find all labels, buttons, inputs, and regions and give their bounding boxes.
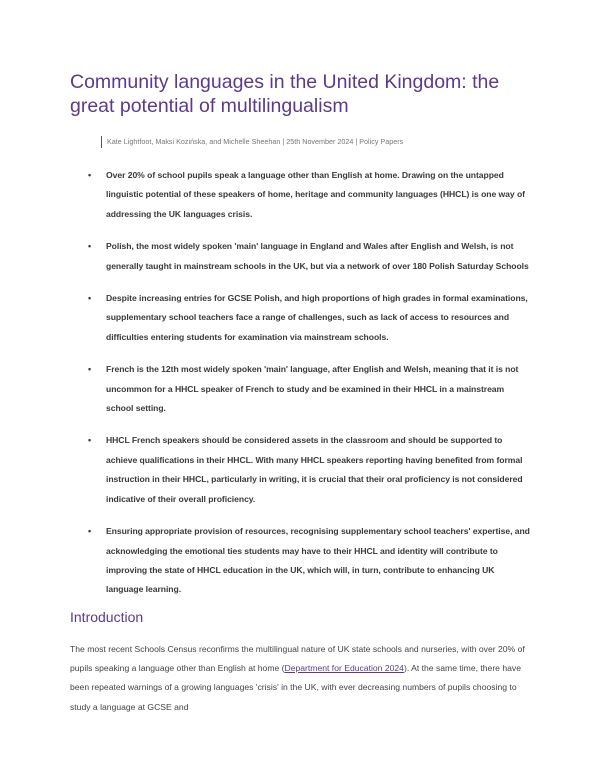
intro-text-start: The most recent Schools Census reconfirms the multilingual nature of UK state schools and nurseries, with over 20% of pupils speaking a language other than English at home ( — [70, 644, 525, 674]
key-point-text: Polish, the most widely spoken 'main' language in England and Wales after English and Welsh, is not generally taught in mainstream schools in the UK, but via a network of over 180 Polish Saturday Schools — [106, 241, 529, 271]
bullet-icon: • — [88, 364, 92, 375]
introduction-heading: Introduction — [70, 609, 144, 625]
key-points-list — [84, 166, 531, 613]
department-for-education-link[interactable]: Department for Education 2024 — [284, 663, 404, 674]
bullet-icon: • — [88, 241, 92, 252]
list-item — [84, 431, 531, 509]
bullet-icon: • — [88, 293, 92, 304]
list-item — [84, 166, 531, 224]
key-point-text: Over 20% of school pupils speak a language other than English at home. Drawing on the untapped linguistic potential of these speakers of home, heritage and community languages (HHCL) is one way of addressing the UK languages crisis. — [106, 170, 525, 219]
bullet-icon: • — [88, 170, 92, 180]
bullet-icon: • — [88, 435, 92, 446]
list-item — [84, 289, 531, 347]
page-title: Community languages in the United Kingdom: the great potential of multilingualism — [70, 71, 500, 117]
list-item — [84, 237, 531, 276]
byline: Kate Lightfoot, Maksi Kozińska, and Michelle Sheehan | 25th November 2024 | Policy Papers — [101, 136, 403, 148]
introduction-paragraph — [70, 640, 530, 717]
list-item — [84, 360, 531, 418]
list-item — [84, 522, 531, 600]
bullet-icon: • — [88, 526, 92, 537]
key-point-text: Ensuring appropriate provision of resources, recognising supplementary school teachers' expertise, and acknowledging the emotional ties students may have to their HHCL and identity will contribute to improving the state of HHCL education in the UK, which will, in turn, contribute to enhancing UK language learning. — [106, 526, 530, 595]
intro-text-end: ). At the same time, there have been repeated warnings of a growing languages 'crisis' in the UK, with ever decreasing numbers of pupils choosing to study a language at GCSE and — [70, 663, 521, 712]
key-point-text: Despite increasing entries for GCSE Polish, and high proportions of high grades in formal examinations, supplementary school teachers face a range of challenges, such as lack of access to resources and difficulties entering students for examination via mainstream schools. — [106, 293, 528, 342]
key-point-text: French is the 12th most widely spoken 'main' language, after English and Welsh, meaning that it is not uncommon for a HHCL speaker of French to study and be examined in their HHCL in a mainstream school setting. — [106, 364, 519, 414]
key-point-text: HHCL French speakers should be considered assets in the classroom and should be supported to achieve qualifications in their HHCL. With many HHCL speakers reporting having benefited from formal instruction in their HHCL, particularly in writing, it is crucial that their oral proficiency is not considered indicative of their overall proficiency. — [106, 435, 523, 504]
